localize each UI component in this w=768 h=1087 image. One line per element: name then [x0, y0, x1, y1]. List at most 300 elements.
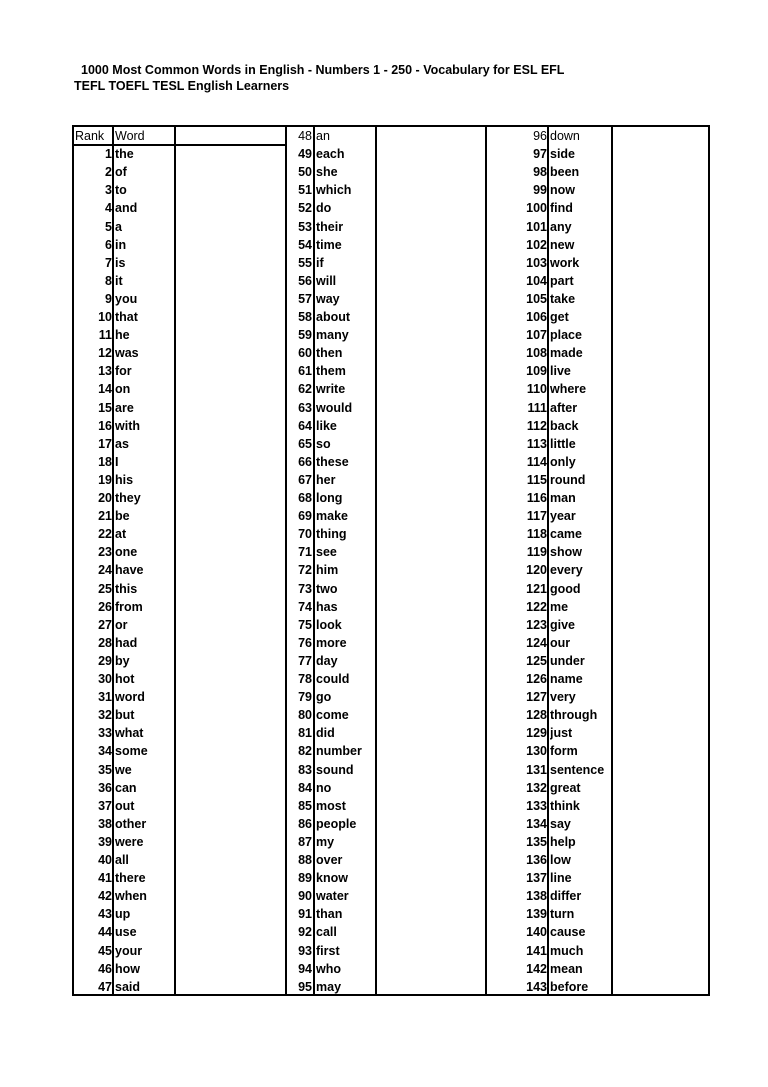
table-row	[74, 706, 708, 724]
table-row	[74, 797, 708, 815]
word-cell: day	[316, 653, 338, 668]
rank-cell: 47	[98, 979, 112, 994]
word-cell: he	[115, 328, 130, 343]
word-cell: line	[550, 871, 572, 886]
rank-cell: 143	[526, 979, 547, 994]
word-cell: year	[550, 509, 576, 524]
word-cell: who	[316, 961, 341, 976]
header-word: Word	[115, 129, 145, 143]
word-cell: first	[316, 943, 340, 958]
word-cell: work	[550, 255, 580, 270]
word-cell: out	[115, 798, 135, 813]
rank-cell: 80	[298, 708, 312, 723]
rank-cell: 138	[526, 889, 547, 904]
word-cell: very	[550, 690, 576, 705]
word-cell: use	[115, 925, 137, 940]
rank-cell: 129	[526, 726, 547, 741]
rank-cell: 25	[98, 581, 112, 596]
rank-cell: 96	[533, 129, 547, 143]
word-cell: many	[316, 328, 349, 343]
word-cell: came	[550, 527, 582, 542]
word-cell: man	[550, 491, 576, 505]
page-title	[74, 62, 714, 94]
table-row	[74, 598, 708, 616]
rank-cell: 65	[298, 436, 312, 451]
word-cell: mean	[550, 961, 583, 976]
rank-cell: 45	[98, 943, 112, 958]
table-row	[74, 833, 708, 851]
table-row	[74, 670, 708, 688]
word-cell: word	[115, 690, 145, 705]
rank-cell: 110	[526, 382, 547, 397]
rank-cell: 140	[526, 925, 547, 940]
rank-cell: 127	[526, 690, 547, 705]
table-row	[74, 308, 708, 326]
word-cell: no	[316, 780, 332, 795]
word-cell: do	[316, 201, 332, 216]
word-cell: me	[550, 599, 569, 614]
word-cell: it	[115, 273, 123, 288]
word-cell: can	[115, 780, 137, 795]
word-cell: on	[115, 382, 131, 397]
table-row	[74, 507, 708, 525]
word-cell: what	[115, 726, 144, 741]
table-row	[74, 380, 708, 398]
word-cell: place	[550, 328, 582, 343]
rank-cell: 15	[98, 400, 112, 415]
table-row	[74, 145, 708, 163]
word-cell: through	[550, 708, 598, 723]
rank-cell: 58	[298, 310, 312, 324]
table-row	[74, 362, 708, 380]
word-cell: turn	[550, 907, 575, 922]
rank-cell: 99	[533, 183, 547, 198]
word-cell: cause	[550, 925, 586, 940]
rank-cell: 91	[298, 907, 312, 922]
word-cell: sentence	[550, 762, 605, 777]
table-row	[74, 218, 708, 236]
rank-cell: 67	[298, 472, 312, 487]
table-row	[74, 453, 708, 471]
rank-cell: 82	[298, 744, 312, 759]
rank-cell: 17	[98, 436, 112, 451]
rank-cell: 4	[105, 201, 112, 216]
word-cell: low	[550, 853, 571, 867]
table-row	[74, 127, 708, 145]
rank-cell: 123	[526, 617, 547, 632]
rank-cell: 125	[526, 653, 547, 668]
word-cell: his	[115, 472, 134, 487]
word-cell: down	[550, 129, 580, 143]
table-row	[74, 779, 708, 797]
rank-cell: 52	[298, 201, 312, 216]
rank-cell: 120	[526, 563, 547, 578]
rank-cell: 3	[105, 183, 112, 198]
rank-cell: 86	[298, 816, 312, 831]
rank-cell: 1	[105, 147, 112, 162]
rank-cell: 74	[298, 599, 312, 614]
rank-cell: 13	[98, 364, 112, 379]
table-row	[74, 923, 708, 941]
rank-cell: 66	[298, 454, 312, 469]
word-cell: when	[115, 889, 147, 904]
word-cell: new	[550, 237, 575, 252]
rank-cell: 70	[298, 527, 312, 542]
word-cell: by	[115, 653, 130, 668]
word-cell: the	[115, 147, 134, 162]
word-cell: our	[550, 635, 571, 650]
word-cell: to	[115, 183, 127, 198]
word-cell: with	[115, 418, 140, 433]
rank-cell: 83	[298, 762, 312, 777]
word-cell: may	[316, 979, 342, 994]
word-cell: now	[550, 183, 575, 198]
word-cell: hot	[115, 672, 135, 686]
word-cell: before	[550, 979, 589, 994]
rank-cell: 62	[298, 382, 312, 397]
word-cell: sound	[316, 762, 354, 777]
rank-cell: 76	[298, 635, 312, 650]
word-cell: get	[550, 310, 569, 324]
rank-cell: 113	[526, 436, 547, 451]
word-cell: some	[115, 744, 148, 759]
rank-cell: 118	[526, 527, 547, 542]
word-cell: or	[115, 617, 128, 632]
rank-cell: 39	[98, 834, 112, 849]
word-cell: find	[550, 201, 573, 216]
word-cell: would	[316, 400, 353, 415]
rank-cell: 31	[98, 690, 112, 705]
rank-cell: 117	[526, 509, 547, 524]
rank-cell: 81	[298, 726, 312, 741]
word-cell: one	[115, 545, 138, 560]
word-cell: I	[115, 454, 119, 469]
rank-cell: 87	[298, 834, 312, 849]
rank-cell: 53	[298, 219, 312, 234]
rank-cell: 6	[105, 237, 112, 252]
rank-cell: 136	[526, 853, 547, 867]
word-cell: number	[316, 744, 362, 759]
word-cell: people	[316, 816, 357, 831]
word-cell: had	[115, 635, 138, 650]
rank-cell: 37	[98, 798, 112, 813]
rank-cell: 44	[98, 925, 112, 940]
word-cell: have	[115, 563, 144, 578]
word-cell: they	[115, 491, 141, 505]
rank-cell: 40	[98, 853, 112, 867]
table-row	[74, 435, 708, 453]
word-cell: but	[115, 708, 135, 723]
header-rank: Rank	[75, 129, 105, 143]
word-cell: them	[316, 364, 346, 379]
word-cell: know	[316, 871, 348, 886]
word-cell: your	[115, 943, 143, 958]
rank-cell: 7	[105, 255, 112, 270]
word-cell: if	[316, 255, 324, 270]
word-cell: could	[316, 672, 350, 686]
rank-cell: 38	[98, 816, 112, 831]
rank-cell: 23	[98, 545, 112, 560]
rank-cell: 126	[526, 672, 547, 686]
table-row	[74, 561, 708, 579]
table-row	[74, 344, 708, 362]
rank-cell: 93	[298, 943, 312, 958]
rank-cell: 22	[98, 527, 112, 542]
rank-cell: 48	[298, 129, 312, 143]
word-cell: great	[550, 780, 581, 795]
rank-cell: 119	[526, 545, 547, 560]
word-cell: under	[550, 653, 585, 668]
word-cell: which	[316, 183, 352, 198]
word-cell: make	[316, 509, 348, 524]
word-cell: so	[316, 436, 331, 451]
rank-cell: 109	[526, 364, 547, 379]
word-table	[72, 125, 710, 996]
word-cell: way	[316, 291, 340, 306]
rank-cell: 84	[298, 780, 312, 795]
word-cell: of	[115, 165, 127, 180]
table-row	[74, 815, 708, 833]
word-cell: up	[115, 907, 131, 922]
rank-cell: 36	[98, 780, 112, 795]
table-row	[74, 163, 708, 181]
rank-cell: 12	[98, 346, 112, 361]
rank-cell: 106	[526, 310, 547, 324]
word-cell: she	[316, 165, 338, 180]
word-cell: only	[550, 454, 576, 469]
word-cell: take	[550, 291, 576, 306]
rank-cell: 94	[298, 961, 312, 976]
rank-cell: 16	[98, 418, 112, 433]
rank-cell: 104	[526, 273, 547, 288]
word-cell: think	[550, 798, 580, 813]
rank-cell: 61	[298, 364, 312, 379]
word-cell: good	[550, 581, 581, 596]
word-cell: an	[316, 129, 330, 143]
word-cell: round	[550, 472, 586, 487]
rank-cell: 134	[526, 816, 547, 831]
rank-cell: 111	[527, 400, 547, 415]
word-cell: was	[115, 346, 139, 361]
rank-cell: 103	[526, 255, 547, 270]
word-cell: a	[115, 219, 122, 234]
table-row	[74, 851, 708, 869]
rank-cell: 27	[98, 617, 112, 632]
table-row	[74, 399, 708, 417]
word-cell: say	[550, 816, 571, 831]
rank-cell: 107	[526, 328, 547, 343]
rank-cell: 63	[298, 400, 312, 415]
word-cell: little	[550, 436, 576, 451]
rank-cell: 73	[298, 581, 312, 596]
word-cell: are	[115, 400, 134, 415]
rank-cell: 97	[533, 147, 547, 162]
rank-cell: 89	[298, 871, 312, 886]
table-row	[74, 199, 708, 217]
table-row	[74, 688, 708, 706]
rank-cell: 142	[526, 961, 547, 976]
table-row	[74, 471, 708, 489]
word-cell: where	[550, 382, 587, 397]
rank-cell: 139	[526, 907, 547, 922]
rank-cell: 121	[526, 581, 547, 596]
table-row	[74, 616, 708, 634]
table-row	[74, 742, 708, 760]
word-cell: long	[316, 491, 343, 505]
rank-cell: 71	[298, 545, 312, 560]
word-cell: most	[316, 798, 346, 813]
table-row	[74, 417, 708, 435]
rank-cell: 28	[98, 635, 112, 650]
word-cell: will	[316, 273, 337, 288]
rank-cell: 26	[98, 599, 112, 614]
word-cell: is	[115, 255, 126, 270]
word-cell: their	[316, 219, 344, 234]
table-row	[74, 525, 708, 543]
rank-cell: 29	[98, 653, 112, 668]
word-cell: said	[115, 979, 141, 994]
table-row	[74, 905, 708, 923]
word-cell: over	[316, 853, 343, 867]
rank-cell: 112	[526, 418, 547, 433]
rank-cell: 59	[298, 328, 312, 343]
word-cell: name	[550, 672, 583, 686]
table-row	[74, 724, 708, 742]
table-row	[74, 181, 708, 199]
word-cell: that	[115, 310, 138, 324]
rank-cell: 32	[98, 708, 112, 723]
word-cell: any	[550, 219, 572, 234]
rank-cell: 101	[526, 219, 547, 234]
word-cell: other	[115, 816, 147, 831]
rank-cell: 79	[298, 690, 312, 705]
rank-cell: 98	[533, 165, 547, 180]
word-cell: has	[316, 599, 338, 614]
word-cell: did	[316, 726, 335, 741]
table-row	[74, 887, 708, 905]
word-cell: just	[550, 726, 573, 741]
rank-cell: 33	[98, 726, 112, 741]
rank-cell: 68	[298, 491, 312, 505]
word-cell: this	[115, 581, 138, 596]
table-row	[74, 761, 708, 779]
word-cell: about	[316, 310, 351, 324]
rank-cell: 60	[298, 346, 312, 361]
rank-cell: 64	[298, 418, 312, 433]
table-row	[74, 489, 708, 507]
word-cell: each	[316, 147, 345, 162]
rank-cell: 55	[298, 255, 312, 270]
rank-cell: 9	[105, 291, 112, 306]
rank-cell: 128	[526, 708, 547, 723]
word-cell: after	[550, 400, 578, 415]
rank-cell: 108	[526, 346, 547, 361]
word-cell: than	[316, 907, 343, 922]
table-row	[74, 543, 708, 561]
word-cell: thing	[316, 527, 347, 542]
rank-cell: 35	[98, 762, 112, 777]
word-cell: part	[550, 273, 574, 288]
rank-cell: 69	[298, 509, 312, 524]
rank-cell: 10	[98, 310, 112, 324]
rank-cell: 115	[526, 472, 547, 487]
table-row	[74, 869, 708, 887]
rank-cell: 137	[526, 871, 547, 886]
word-cell: made	[550, 346, 583, 361]
word-cell: him	[316, 563, 339, 578]
table-row	[74, 652, 708, 670]
rank-cell: 14	[98, 382, 112, 397]
table-row	[74, 978, 708, 996]
rank-cell: 135	[526, 834, 547, 849]
rank-cell: 20	[98, 491, 112, 505]
rank-cell: 57	[298, 291, 312, 306]
word-cell: much	[550, 943, 584, 958]
rank-cell: 56	[298, 273, 312, 288]
rank-cell: 30	[98, 672, 112, 686]
word-cell: how	[115, 961, 140, 976]
word-cell: like	[316, 418, 337, 433]
word-cell: go	[316, 690, 332, 705]
rank-cell: 50	[298, 165, 312, 180]
rank-cell: 18	[98, 454, 112, 469]
word-cell: water	[316, 889, 349, 904]
rank-cell: 130	[526, 744, 547, 759]
rank-cell: 46	[98, 961, 112, 976]
rank-cell: 105	[526, 291, 547, 306]
rank-cell: 92	[298, 925, 312, 940]
table-row	[74, 290, 708, 308]
word-cell: back	[550, 418, 579, 433]
word-cell: more	[316, 635, 347, 650]
rank-cell: 132	[526, 780, 547, 795]
word-cell: every	[550, 563, 583, 578]
word-cell: write	[316, 382, 346, 397]
word-cell: all	[115, 853, 129, 867]
rank-cell: 75	[298, 617, 312, 632]
word-cell: my	[316, 834, 335, 849]
word-cell: be	[115, 509, 130, 524]
word-cell: these	[316, 454, 349, 469]
rank-cell: 72	[298, 563, 312, 578]
rank-cell: 131	[526, 762, 547, 777]
rank-cell: 2	[105, 165, 112, 180]
rank-cell: 5	[105, 219, 112, 234]
word-cell: two	[316, 581, 338, 596]
rank-cell: 85	[298, 798, 312, 813]
word-cell: form	[550, 744, 578, 759]
rank-cell: 122	[526, 599, 547, 614]
rank-cell: 54	[298, 237, 312, 252]
rank-cell: 77	[298, 653, 312, 668]
word-cell: then	[316, 346, 343, 361]
rank-cell: 11	[98, 328, 112, 343]
rank-cell: 49	[298, 147, 312, 162]
rank-cell: 19	[98, 472, 112, 487]
table-row	[74, 960, 708, 978]
rank-cell: 51	[298, 183, 312, 198]
rank-cell: 43	[98, 907, 112, 922]
rank-cell: 116	[526, 491, 547, 505]
word-cell: live	[550, 364, 571, 379]
rank-cell: 95	[298, 979, 312, 994]
rank-cell: 21	[98, 509, 112, 524]
word-cell: help	[550, 834, 576, 849]
word-cell: as	[115, 436, 129, 451]
word-cell: look	[316, 617, 342, 632]
word-cell: side	[550, 147, 576, 162]
rank-cell: 100	[526, 201, 547, 216]
